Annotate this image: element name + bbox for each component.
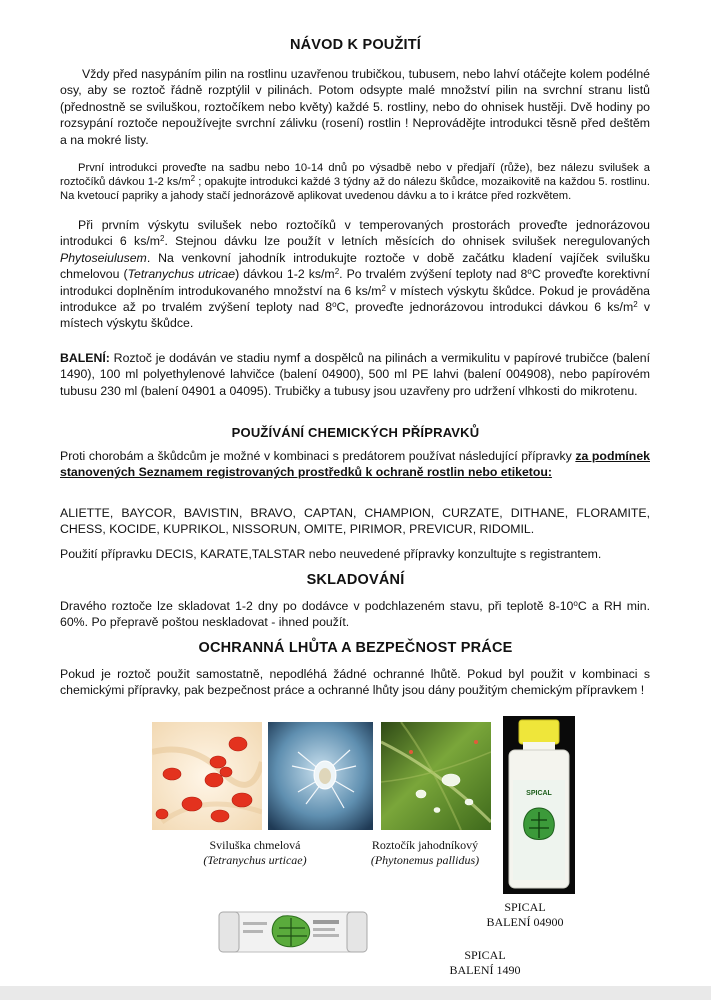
deg-2: o: [332, 300, 337, 310]
predatory-mite-photo: [268, 722, 373, 830]
intro-text-1: Vždy před nasypáním pilin na rostlinu uzavřenou trubičkou, tubusem, nebo lahví otáčejte kolem podélné osy, aby se roztoč řádně rozptýlil v pilinách. Potom odsypte malé množství pilin na svrchní stranu listů (přednostně se sviluškou, roztočíkem nebo květy) každé 5. rostliny, nebo do ohnisek hustěji. Dvě hodiny po rozsypání roztoče nepoužívejte svrchní zálivku (rosení) rostlin ! Neprovádějte introdukci těsně před deštěm a na mokré listy.: [60, 67, 650, 147]
chemicals-products: [60, 505, 650, 538]
spider-mite-photo: [152, 722, 262, 830]
p3-italic2: Tetranychus utricae: [127, 267, 236, 282]
safety-text: [60, 666, 650, 699]
consult-text: Použití přípravku DECIS, KARATE,TALSTAR nebo neuvedené přípravky konzultujte s registrantem.: [60, 547, 602, 561]
caption-spider-mite: [190, 838, 320, 868]
deg-1: o: [527, 267, 532, 277]
p3-italic: Phytoseiulusem: [60, 250, 147, 265]
intro-text-2a: První introdukci proveďte na sadbu nebo 10-14 dnů po výsadbě nebo v předjaří (růže), bez nálezu svilušek a roztočíků dávkou 1-2 ks/m: [60, 162, 650, 189]
storage-heading: SKLADOVÁNÍ: [306, 572, 405, 588]
p3-i: v místech výskytu škůdce.: [60, 300, 650, 331]
caption-strawberry-mite: [360, 838, 490, 868]
spical-bottle-photo: [503, 716, 575, 894]
chemicals-intro: [60, 448, 650, 481]
packaging-section: [60, 350, 650, 399]
predatory-mite-illustration: [268, 722, 373, 830]
p3-c: . Na venkovní jahodník introdukujte roztoče v době začátku kladení vajíček svilušku chmelovou (: [60, 250, 650, 282]
chemicals-heading: POUŽÍVÁNÍ CHEMICKÝCH PŘÍPRAVKŮ: [231, 425, 480, 440]
p3-f: C proveďte korektivní introdukci doplněním introdukovaného množství na 6 ks/m: [60, 267, 651, 298]
viewer-bottom-bar: [0, 986, 711, 1000]
page-title: NÁVOD K POUŽITÍ: [289, 37, 422, 53]
caption-mite2-latin: (Phytonemus pallidus): [370, 853, 480, 867]
p3-b: . Stejnou dávku lze použít v letních měsících do ohnisek svilušek neregulovaných: [164, 234, 651, 249]
p3-d: ) dávkou 1-2 ks/m: [235, 267, 335, 282]
leaf-mite-photo: [381, 722, 491, 830]
storage-b: C a RH min. 60%. Po přepravě poštou neskladovat - ihned použít.: [60, 599, 650, 630]
packaging-text: Roztoč je dodáván ve stadiu nymf a dospělců na pilinách a vermikulitu v papírové trubičce (balení 1490), 100 ml polyethylenové lahvičce (balení 04900), 500 ml PE lahvi (balení 004908), nebo papírovém tubusu 230 ml (balení 04901 a 04095). Trubičky a tubusy jsou uzavřeny pro udržení vlhkosti do mikrotenu.: [60, 351, 650, 398]
chemicals-lead: Proti chorobám a škůdcům je možné v kombinaci s predátorem používat následující přípravky: [60, 449, 576, 463]
storage-a: Dravého roztoče lze skladovat 1-2 dny po dodávce v podchlazeném stavu, při teplotě 8-10: [60, 599, 574, 613]
sup-2: 2: [334, 267, 340, 277]
intro-paragraph-1: [60, 66, 650, 148]
caption-bottle-pack: BALENÍ 04900: [486, 915, 564, 929]
storage-text: [60, 598, 650, 631]
p3-g: v místech výskytu škůdce. Pokud je prováděna introdukce až po trvalém zvýšení teploty nad 8: [60, 283, 650, 315]
deg-3: o: [573, 599, 578, 608]
caption-bottle: [470, 900, 580, 930]
caption-tube-pack: BALENÍ 1490: [449, 963, 521, 977]
chemicals-underlined: za podmínek stanovených Seznamem registrovaných prostředků k ochraně rostlin nebo etiketou:: [60, 449, 650, 480]
products-list: ALIETTE, BAYCOR, BAVISTIN, BRAVO, CAPTAN, CHAMPION, CURZATE, DITHANE, FLORAMITE, CHESS, KOCIDE, KUPRIKOL, NISSORUN, OMITE, PIRIMOR, PREVICUR, RIDOMIL.: [60, 506, 650, 537]
intro-text-2b: ; opakujte introdukci každé 3 týdny až do nálezu škůdce, mozaikovitě na každou 5. rostlinu. Na kvetoucí papriky a jahody stačí jednorázově aplikovat uvedenou dávku a to i krátce před rozkvětem.: [60, 176, 650, 203]
caption-mite1-latin: (Tetranychus urticae): [203, 853, 307, 867]
intro-paragraph-3: [60, 217, 650, 332]
caption-mite2-name: Roztočík jahodníkový: [371, 838, 479, 852]
caption-tube: [430, 948, 540, 978]
leaf-mite-illustration: [381, 722, 491, 830]
safety-heading: OCHRANNÁ LHŮTA A BEZPEČNOST PRÁCE: [198, 640, 513, 656]
caption-mite1-name: Sviluška chmelová: [209, 838, 301, 852]
caption-tube-name: SPICAL: [464, 948, 506, 962]
spical-bottle-illustration: [503, 716, 575, 894]
sup-4: 2: [633, 300, 638, 310]
bottle-label-text: SPICAL: [526, 790, 552, 797]
intro-paragraph-2: [60, 161, 650, 204]
spical-tube-photo: [213, 904, 373, 960]
unit-superscript: 2: [190, 174, 196, 184]
packaging-label: BALENÍ:: [60, 351, 110, 365]
chemicals-consult: [60, 546, 650, 562]
sup-1: 2: [160, 234, 165, 244]
caption-bottle-name: SPICAL: [504, 900, 546, 914]
p3-a: Při prvním výskytu svilušek nebo roztočíků v temperovaných prostorách proveďte jednorázovou introdukci 6 ks/m: [60, 218, 650, 249]
p3-h: C, proveďte jednorázovou introdukci dávkou 6 ks/m: [336, 300, 634, 315]
safety-body: Pokud je roztoč použit samostatně, nepodléhá žádné ochranné lhůtě. Pokud byl použit v kombinaci s chemickými přípravky, pak bezpečnost práce a ochranné lhůty jsou dány použitým chemickým přípravkem !: [60, 667, 650, 698]
spical-tube-illustration: [213, 904, 373, 960]
spider-mite-illustration: [152, 722, 262, 830]
p3-e: . Po trvalém zvýšení teploty nad 8: [339, 267, 528, 282]
sup-3: 2: [381, 283, 386, 293]
